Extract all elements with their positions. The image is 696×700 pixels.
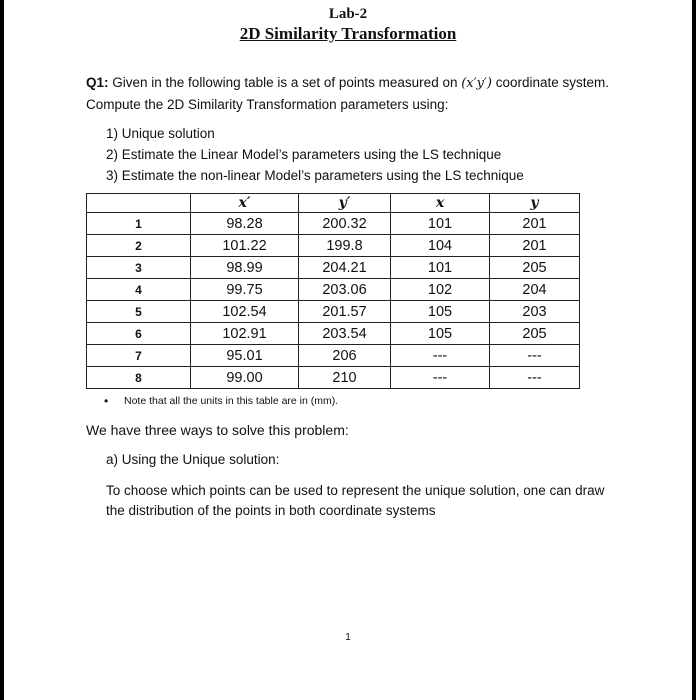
page-border-right <box>692 0 696 700</box>
method-item-1: 1) Unique solution <box>106 126 215 141</box>
cell-y: 201 <box>490 235 580 257</box>
lab-label: Lab-2 <box>328 6 368 22</box>
page-title: 2D Similarity Transformation <box>239 24 457 43</box>
table-row <box>87 213 580 235</box>
table-row <box>87 235 580 257</box>
point-index: 5 <box>87 301 191 323</box>
question-text-after: coordinate system. Compute the 2D Similarity Transformation parameters using: <box>86 75 610 112</box>
cell-x-prime: 99.75 <box>191 279 299 301</box>
cell-y: 205 <box>490 323 580 345</box>
cell-x: 105 <box>391 323 490 345</box>
table-row <box>87 323 580 345</box>
point-index: 3 <box>87 257 191 279</box>
point-index: 1 <box>87 213 191 235</box>
cell-x-prime: 99.00 <box>191 367 299 389</box>
cell-y: 204 <box>490 279 580 301</box>
table-row <box>87 367 580 389</box>
method-item-3: 3) Estimate the non-linear Model’s parameters using the LS technique <box>106 168 524 183</box>
section-a-heading: a) Using the Unique solution: <box>106 452 280 467</box>
cell-x: 101 <box>391 213 490 235</box>
table-row <box>87 279 580 301</box>
header-x-prime: x′ <box>191 194 299 213</box>
cell-x-prime: 98.99 <box>191 257 299 279</box>
cell-x: 101 <box>391 257 490 279</box>
cell-x-prime: 102.54 <box>191 301 299 323</box>
cell-y: 205 <box>490 257 580 279</box>
cell-y: --- <box>490 367 580 389</box>
question-text-before: Given in the following table is a set of points measured on <box>108 75 462 90</box>
bullet-icon: • <box>104 394 109 408</box>
cell-y: 203 <box>490 301 580 323</box>
table-row <box>87 301 580 323</box>
header-index <box>87 194 191 213</box>
cell-x: 102 <box>391 279 490 301</box>
cell-x: 105 <box>391 301 490 323</box>
point-index: 7 <box>87 345 191 367</box>
point-index: 8 <box>87 367 191 389</box>
cell-x-prime: 101.22 <box>191 235 299 257</box>
point-index: 4 <box>87 279 191 301</box>
method-list <box>106 123 524 186</box>
point-index: 2 <box>87 235 191 257</box>
cell-x-prime: 98.28 <box>191 213 299 235</box>
cell-y-prime: 210 <box>299 367 391 389</box>
units-note-text: Note that all the units in this table are in (mm). <box>124 395 339 407</box>
cell-y: 201 <box>490 213 580 235</box>
intro-paragraph: We have three ways to solve this problem: <box>86 422 349 438</box>
question-text <box>86 72 616 115</box>
cell-x: --- <box>391 345 490 367</box>
cell-x: 104 <box>391 235 490 257</box>
header-y: y <box>490 194 580 213</box>
cell-x-prime: 95.01 <box>191 345 299 367</box>
cell-x: --- <box>391 367 490 389</box>
page-number: 1 <box>345 632 351 643</box>
coordinate-notation: (x′y′) <box>461 76 492 91</box>
table-row <box>87 257 580 279</box>
header-x: x <box>391 194 490 213</box>
cell-y-prime: 199.8 <box>299 235 391 257</box>
cell-y-prime: 200.32 <box>299 213 391 235</box>
table-header-row <box>87 194 580 213</box>
cell-y-prime: 203.54 <box>299 323 391 345</box>
table-row <box>87 345 580 367</box>
page-border-left <box>0 0 4 700</box>
question-label: Q1: <box>86 75 109 90</box>
cell-y-prime: 203.06 <box>299 279 391 301</box>
cell-y-prime: 201.57 <box>299 301 391 323</box>
cell-y: --- <box>490 345 580 367</box>
header-y-prime: y′ <box>299 194 391 213</box>
cell-y-prime: 204.21 <box>299 257 391 279</box>
point-index: 6 <box>87 323 191 345</box>
method-item-2: 2) Estimate the Linear Model’s parameters using the LS technique <box>106 147 502 162</box>
points-table <box>86 193 580 389</box>
cell-x-prime: 102.91 <box>191 323 299 345</box>
body-paragraph: To choose which points can be used to represent the unique solution, one can draw the distribution of the points in both coordinate systems <box>106 483 605 518</box>
cell-y-prime: 206 <box>299 345 391 367</box>
